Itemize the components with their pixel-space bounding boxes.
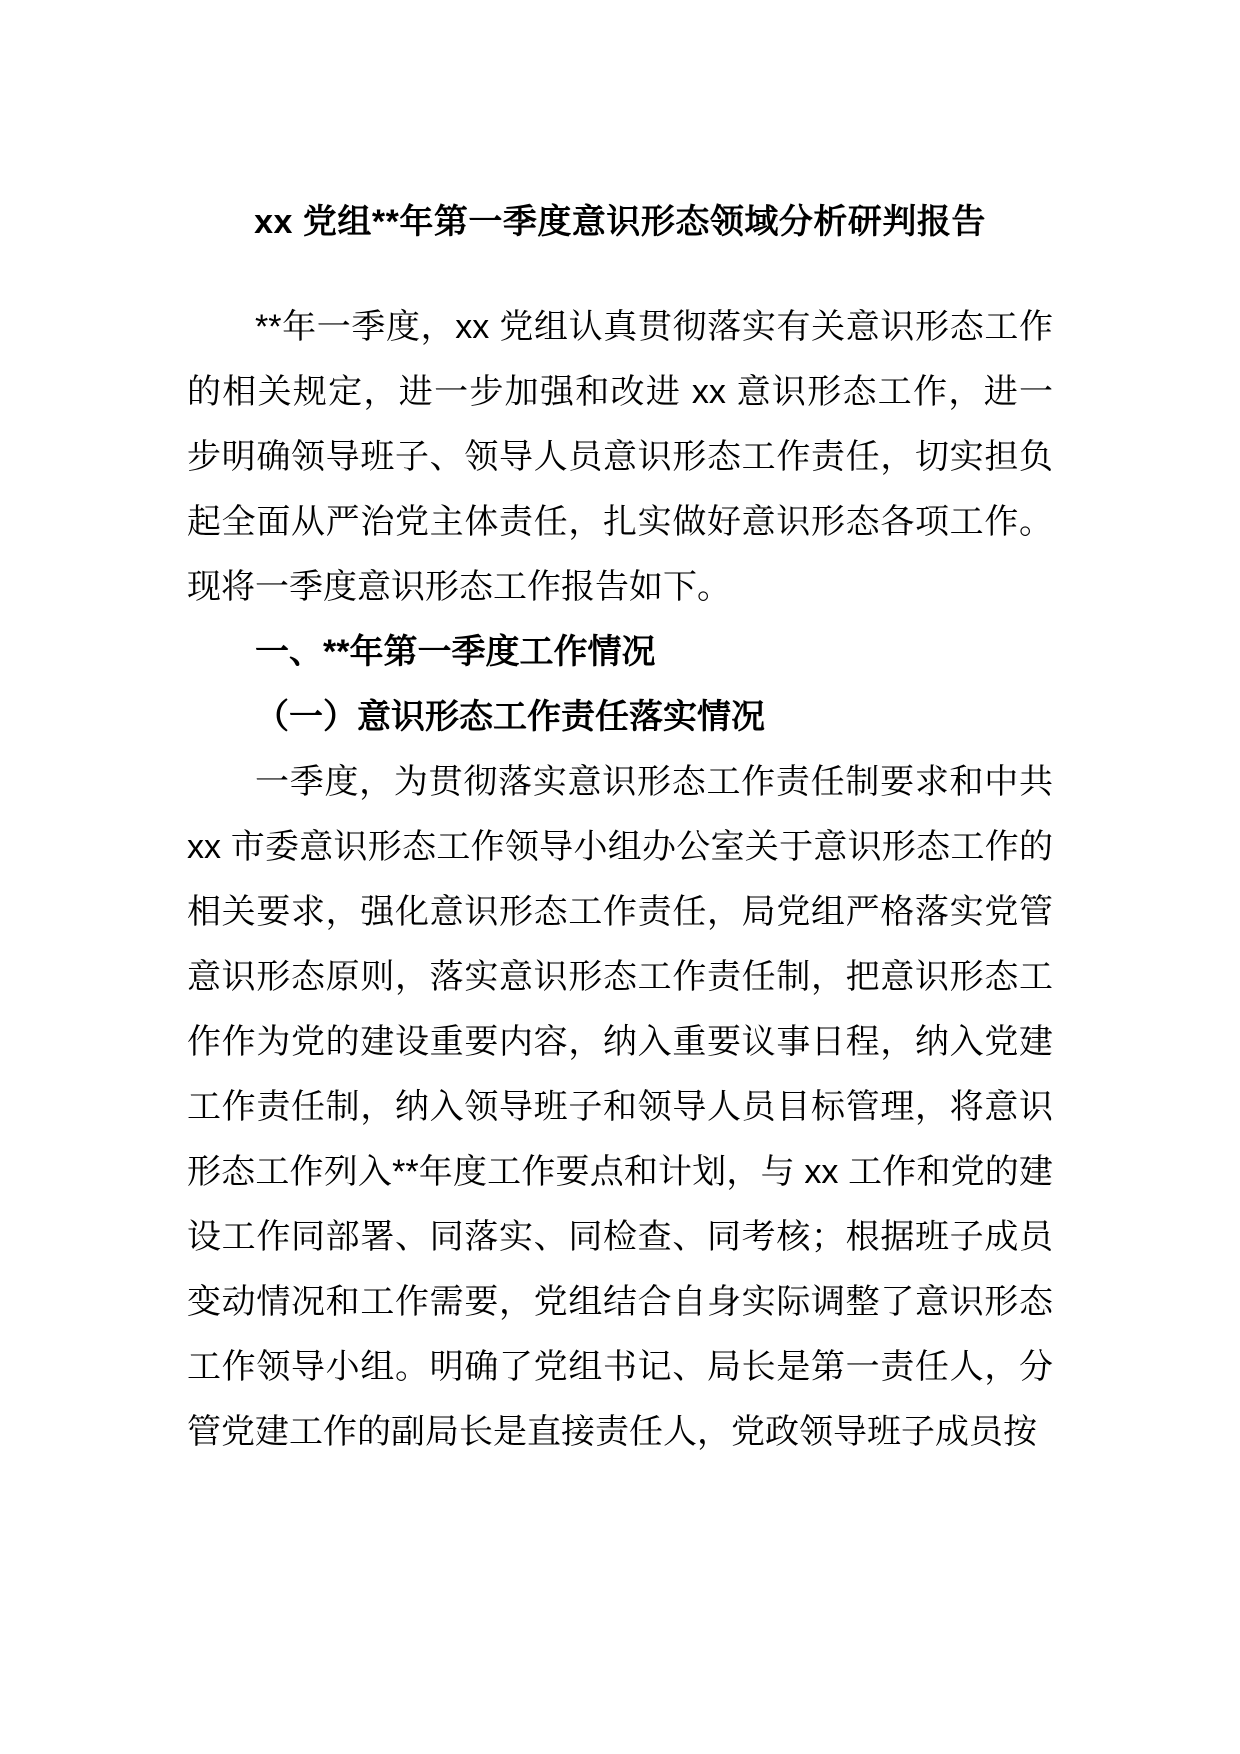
section-heading: 一、**年第一季度工作情况: [255, 633, 656, 671]
intro-paragraph: **年一季度，xx 党组认真贯彻落实有关意识形态工作的相关规定，进一步加强和改进 xx 意识形态工作，进一步明确领导班子、领导人员意识形态工作责任，切实担负起全面从严治党主体责任，扎实做好意识形态各项工作。现将一季度意识形态工作报告如下。: [187, 308, 1053, 606]
document-title: xx 党组**年第一季度意识形态领域分析研判报告: [254, 203, 986, 241]
subsection-heading: （一）意识形态工作责任落实情况: [255, 698, 765, 736]
section-paragraph: 一季度，为贯彻落实意识形态工作责任制要求和中共 xx 市委意识形态工作领导小组办公室关于意识形态工作的相关要求，强化意识形态工作责任，局党组严格落实党管意识形态原则，落实意识形态工作责任制，把意识形态工作作为党的建设重要内容，纳入重要议事日程，纳入党建工作责任制，纳入领导班子和领导人员目标管理，将意识形态工作列入**年度工作要点和计划，与 xx 工作和党的建设工作同部署、同落实、同检查、同考核；根据班子成员变动情况和工作需要，党组结合自身实际调整了意识形态工作领导小组。明确了党组书记、局长是第一责任人，分管党建工作的副局长是直接责任人，党政领导班子成员按: [187, 763, 1053, 1451]
